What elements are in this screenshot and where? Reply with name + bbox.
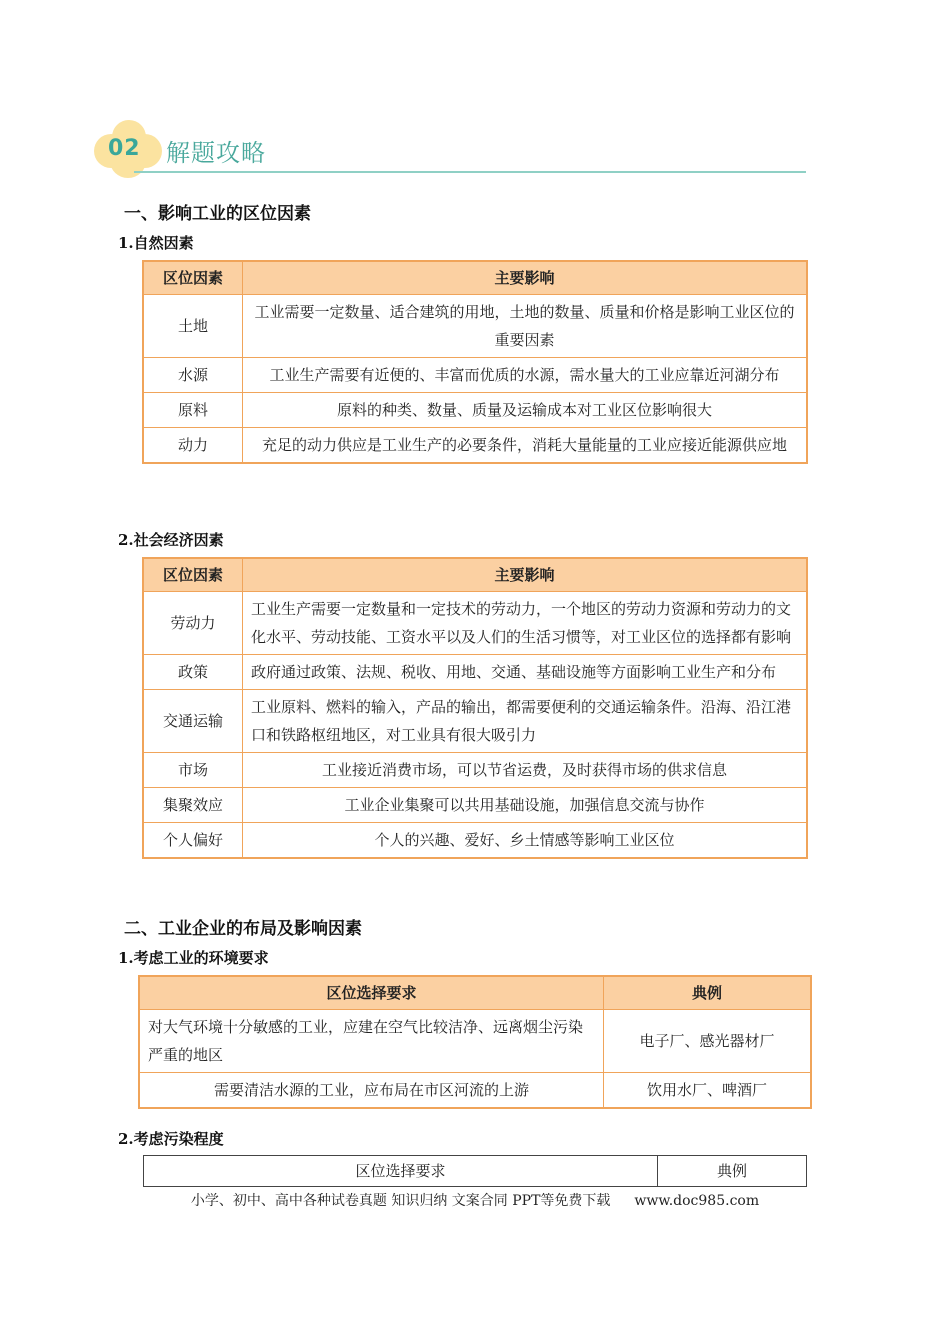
factor-cell: 集聚效应: [143, 788, 243, 823]
factor-cell: 个人偏好: [143, 823, 243, 859]
column-header: 主要影响: [243, 261, 808, 295]
factor-cell: 政策: [143, 655, 243, 690]
impact-cell: 工业需要一定数量、适合建筑的用地，土地的数量、质量和价格是影响工业区位的重要因素: [243, 295, 808, 358]
column-header: 典例: [604, 976, 812, 1010]
column-header: 典例: [658, 1156, 807, 1187]
environment-heading: 1.考虑工业的环境要求: [118, 949, 269, 967]
table-row: [143, 295, 807, 358]
page-footer: [0, 1190, 950, 1210]
factor-cell: 土地: [143, 295, 243, 358]
pollution-heading: 2.考虑污染程度: [118, 1130, 224, 1148]
environment-table: [138, 975, 812, 1109]
section2-heading: 二、工业企业的布局及影响因素: [124, 919, 362, 939]
table-header-row: [143, 558, 807, 592]
column-header: 区位选择要求: [139, 976, 604, 1010]
banner-title: 解题攻略: [166, 139, 266, 167]
requirement-cell: 对大气环境十分敏感的工业，应建在空气比较洁净、远离烟尘污染严重的地区: [139, 1010, 604, 1073]
table-row: [143, 823, 807, 859]
social-factors-table: [142, 557, 808, 859]
natural-heading: 1.自然因素: [118, 234, 194, 252]
requirement-cell: 需要清洁水源的工业，应布局在市区河流的上游: [139, 1073, 604, 1109]
impact-cell: 原料的种类、数量、质量及运输成本对工业区位影响很大: [243, 393, 808, 428]
footer-site: www.doc985.com: [634, 1193, 760, 1209]
banner-underline: [134, 171, 806, 173]
table-row: [139, 1010, 811, 1073]
factor-cell: 原料: [143, 393, 243, 428]
example-cell: 饮用水厂、啤酒厂: [604, 1073, 812, 1109]
table-row: [143, 358, 807, 393]
impact-cell: 工业接近消费市场，可以节省运费，及时获得市场的供求信息: [243, 753, 808, 788]
impact-cell: 充足的动力供应是工业生产的必要条件，消耗大量能量的工业应接近能源供应地: [243, 428, 808, 464]
factor-cell: 水源: [143, 358, 243, 393]
impact-cell: 工业生产需要有近便的、丰富而优质的水源，需水量大的工业应靠近河湖分布: [243, 358, 808, 393]
factor-cell: 动力: [143, 428, 243, 464]
footer-text: 小学、初中、高中各种试卷真题 知识归纳 文案合同 PPT等免费下载: [190, 1193, 611, 1209]
example-cell: 电子厂、感光器材厂: [604, 1010, 812, 1073]
impact-cell: 个人的兴趣、爱好、乡土情感等影响工业区位: [243, 823, 808, 859]
natural-factors-table: [142, 260, 808, 464]
table-header-row: [139, 976, 811, 1010]
section-banner: [94, 120, 806, 180]
table-row: [143, 788, 807, 823]
table-row: [143, 655, 807, 690]
impact-cell: 工业原料、燃料的输入，产品的输出，都需要便利的交通运输条件。沿海、沿江港口和铁路枢纽地区，对工业具有很大吸引力: [243, 690, 808, 753]
impact-cell: 工业生产需要一定数量和一定技术的劳动力，一个地区的劳动力资源和劳动力的文化水平、劳动技能、工资水平以及人们的生活习惯等，对工业区位的选择都有影响: [243, 592, 808, 655]
column-header: 区位因素: [143, 558, 243, 592]
table-row: [143, 690, 807, 753]
table-header-row: [144, 1156, 807, 1187]
impact-cell: 政府通过政策、法规、税收、用地、交通、基础设施等方面影响工业生产和分布: [243, 655, 808, 690]
column-header: 区位选择要求: [144, 1156, 658, 1187]
social-heading: 2.社会经济因素: [118, 531, 224, 549]
table-row: [143, 393, 807, 428]
factor-cell: 劳动力: [143, 592, 243, 655]
section1-heading: 一、影响工业的区位因素: [124, 204, 311, 224]
impact-cell: 工业企业集聚可以共用基础设施，加强信息交流与协作: [243, 788, 808, 823]
column-header: 主要影响: [243, 558, 808, 592]
table-row: [143, 592, 807, 655]
column-header: 区位因素: [143, 261, 243, 295]
pollution-table: [143, 1155, 807, 1187]
table-row: [143, 753, 807, 788]
table-row: [139, 1073, 811, 1109]
banner-number: 02: [108, 136, 141, 161]
table-header-row: [143, 261, 807, 295]
factor-cell: 交通运输: [143, 690, 243, 753]
factor-cell: 市场: [143, 753, 243, 788]
table-row: [143, 428, 807, 464]
